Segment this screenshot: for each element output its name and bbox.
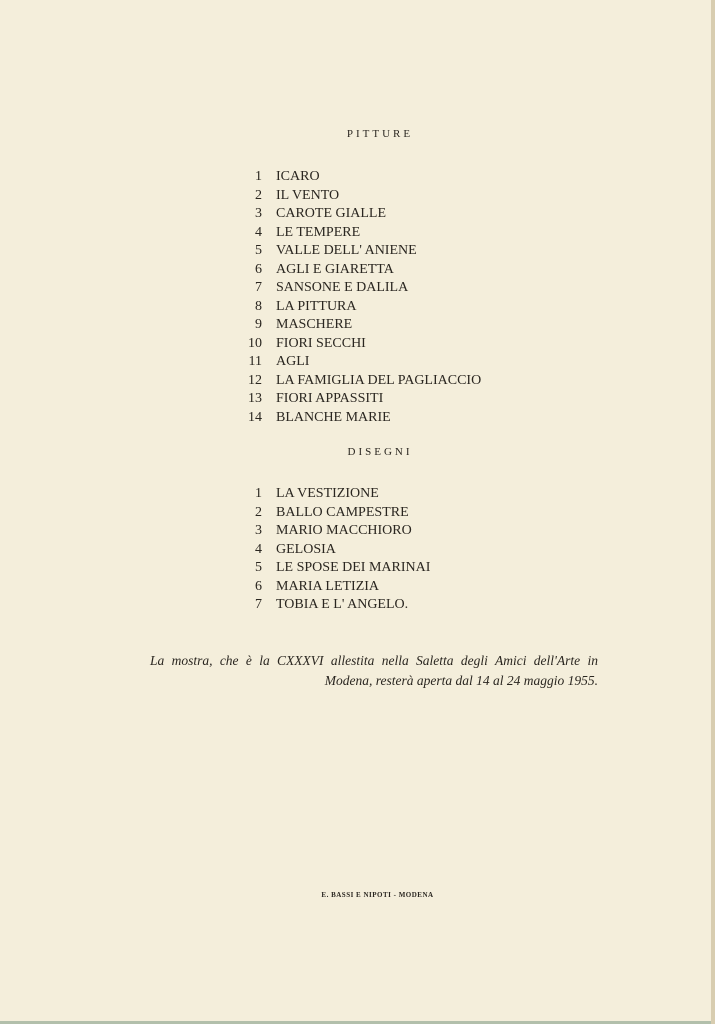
pitture-list — [238, 168, 481, 427]
item-title: TOBIA E L' ANGELO. — [276, 597, 409, 612]
item-title: FIORI APPASSITI — [276, 391, 384, 406]
item-number: 9 — [255, 317, 262, 332]
item-title: MASCHERE — [276, 317, 353, 332]
item-number: 2 — [255, 187, 262, 203]
item-title: FIORI SECCHI — [276, 335, 366, 351]
item-number: 10 — [248, 335, 262, 351]
list-item — [238, 485, 430, 504]
list-item — [238, 541, 430, 560]
item-number: 12 — [248, 372, 262, 388]
item-number: 8 — [255, 298, 262, 314]
pitture-heading: PITTURE — [346, 128, 414, 140]
disegni-heading: DISEGNI — [347, 446, 413, 458]
item-number: 6 — [255, 261, 262, 277]
item-title: LE TEMPERE — [276, 224, 361, 240]
item-number: 1 — [255, 169, 262, 184]
list-item — [238, 596, 430, 615]
item-title: BLANCHE MARIE — [276, 409, 391, 425]
item-title: GELOSIA — [276, 541, 336, 557]
list-item — [238, 578, 430, 597]
item-number: 11 — [248, 354, 262, 369]
list-item — [238, 390, 481, 409]
item-title: AGLI E GIARETTA — [276, 261, 394, 277]
item-number: 14 — [248, 409, 262, 425]
item-number: 4 — [255, 541, 262, 557]
item-number: 7 — [255, 597, 262, 612]
list-item — [238, 168, 481, 187]
list-item — [238, 316, 481, 335]
list-item — [238, 504, 430, 523]
item-title: MARIA LETIZIA — [276, 578, 380, 594]
item-number: 5 — [255, 560, 262, 575]
item-title: AGLI — [276, 354, 310, 369]
list-item — [238, 261, 481, 280]
list-item — [238, 559, 430, 578]
item-title: MARIO MACCHIORO — [276, 523, 412, 538]
item-title: CAROTE GIALLE — [276, 206, 387, 221]
item-number: 3 — [255, 523, 262, 538]
item-title: ICARO — [276, 169, 320, 184]
item-number: 13 — [248, 391, 262, 406]
item-title: SANSONE E DALILA — [276, 280, 409, 295]
disegni-list — [238, 485, 430, 615]
item-title: IL VENTO — [276, 187, 340, 203]
exhibition-note: La mostra, che è la CXXXVI allestita nella Saletta degli Amici dell'Arte in Modena, resterà aperta dal 14 al 24 maggio 1955. — [150, 653, 598, 688]
item-number: 5 — [255, 243, 262, 258]
item-number: 3 — [255, 206, 262, 221]
item-number: 6 — [255, 578, 262, 594]
list-item — [238, 279, 481, 298]
list-item — [238, 335, 481, 354]
list-item — [238, 224, 481, 243]
item-title: LA PITTURA — [276, 298, 357, 314]
list-item — [238, 205, 481, 224]
item-number: 7 — [255, 280, 262, 295]
item-number: 1 — [255, 486, 262, 501]
printer-imprint: E. BASSI E NIPOTI - MODENA — [321, 891, 434, 899]
list-item — [238, 353, 481, 372]
list-item — [238, 522, 430, 541]
item-number: 2 — [255, 504, 262, 520]
list-item — [238, 187, 481, 206]
list-item — [238, 372, 481, 391]
item-title: BALLO CAMPESTRE — [276, 504, 409, 520]
item-number: 4 — [255, 224, 262, 240]
list-item — [238, 298, 481, 317]
item-title: LA FAMIGLIA DEL PAGLIACCIO — [276, 372, 482, 388]
item-title: VALLE DELL' ANIENE — [276, 243, 417, 258]
item-title: LA VESTIZIONE — [276, 486, 379, 501]
list-item — [238, 242, 481, 261]
list-item — [238, 409, 481, 428]
item-title: LE SPOSE DEI MARINAI — [276, 560, 431, 575]
